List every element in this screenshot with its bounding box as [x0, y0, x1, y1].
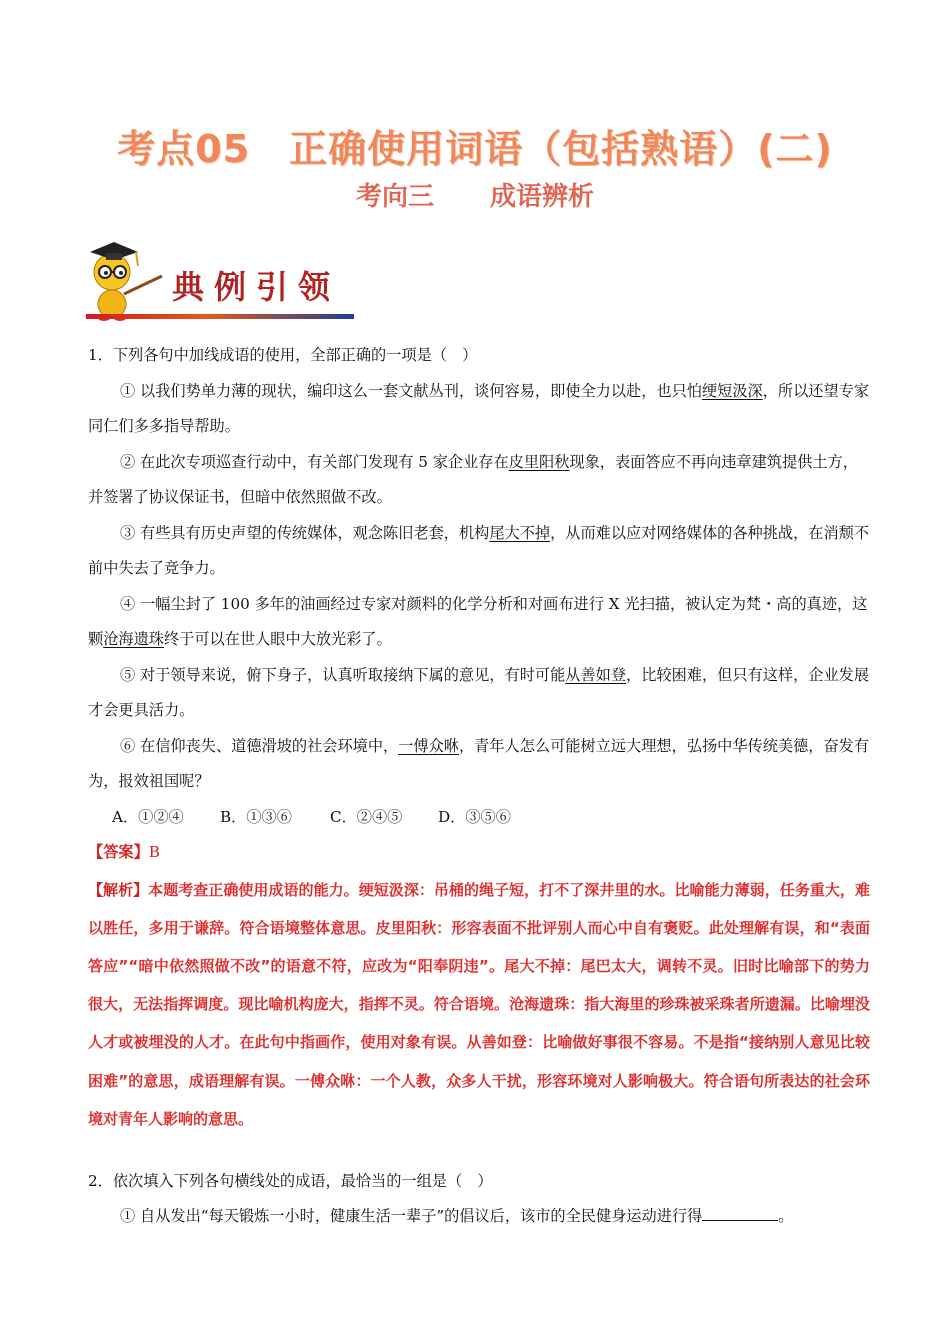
- q1-answer: [88, 835, 870, 871]
- q1-sentence-2: ② 在此次专项巡查行动中，有关部门发现有 5 家企业存在皮里阳秋现象，表面答应不再向违章建筑提供土方，并签署了协议保证书，但暗中依然照做不改。: [88, 452, 858, 506]
- subtitle-direction: 考向三: [355, 182, 434, 212]
- fill-blank: [702, 1202, 778, 1221]
- q1-sentence-6: ⑥ 在信仰丧失、道德滑坡的社会环境中，一傅众咻，青年人怎么可能树立远大理想，弘扬中华传统美德，奋发有为，报效祖国呢？: [88, 736, 870, 790]
- banner-underline: [86, 314, 354, 319]
- page-subtitle: [0, 176, 950, 213]
- underlined-idiom: 皮里阳秋: [508, 452, 570, 471]
- analysis-text: 本题考查正确使用成语的能力。绠短汲深：吊桶的绳子短，打不了深井里的水。比喻能力薄弱，任务重大，难以胜任，多用于谦辞。符合语境整体意思。皮里阳秋：形容表面不批评别人而心中自有褒贬。此处理解有误，和“表面答应”“暗中依然照做不改”的语意不符，应改为“阳奉阴违”。尾大不掉：尾巴太大，调转不灵。旧时比喻部下的势力很大，无法指挥调度。现比喻机构庞大，指挥不灵。符合语境。沧海遗珠：指大海里的珍珠被采珠者所遗漏。比喻埋没人才或被埋没的人才。在此句中指画作，使用对象有误。从善如登：比喻做好事很不容易。不是指“接纳别人意见比较困难”的意思，成语理解有误。一傅众咻：一个人教，众多人干扰，形容环境对人影响极大。符合语句所表达的社会环境对青年人影响的意思。: [88, 880, 870, 1128]
- underlined-idiom: 一傅众咻: [398, 736, 459, 755]
- subtitle-topic: 成语辨析: [490, 182, 595, 212]
- option-b: B．①③⑥: [220, 807, 292, 826]
- q1-options: [88, 800, 870, 836]
- underlined-idiom: 绠短汲深: [701, 381, 763, 400]
- q1-sentence-3: ③ 有些具有历史声望的传统媒体，观念陈旧老套，机构尾大不掉，从而难以应对网络媒体的各种挑战，在消颓不前中失去了竞争力。: [88, 523, 870, 577]
- q1-sentence-5: ⑤ 对于领导来说，俯下身子，认真听取接纳下属的意见，有时可能从善如登，比较困难，但只有这样，企业发展才会更具活力。: [88, 665, 870, 719]
- q1-sentence-4: ④ 一幅尘封了 100 多年的油画经过专家对颜料的化学分析和对画布进行 X 光扫描，被认定为梵・高的真迹，这颗沧海遗珠终于可以在世人眼中大放光彩了。: [88, 594, 868, 648]
- q1-stem: 1．下列各句中加线成语的使用，全部正确的一项是（ ）: [88, 346, 478, 364]
- answer-label: 【答案】: [88, 843, 149, 861]
- analysis-label: 【解析】: [88, 880, 149, 899]
- option-a: A．①②④: [112, 807, 184, 826]
- q2-sentence-1: ① 自从发出“每天锻炼一小时，健康生活一辈子”的倡议后，该市的全民健身运动进行得 。: [88, 1199, 870, 1235]
- document-body: [88, 338, 870, 1235]
- option-c: C．②④⑤: [330, 807, 403, 826]
- option-d: D．③⑤⑥: [438, 807, 511, 826]
- answer-value: B: [148, 843, 160, 861]
- underlined-idiom: 尾大不掉: [489, 523, 551, 542]
- q2-stem: 2．依次填入下列各句横线处的成语，最恰当的一组是（ ）: [88, 1171, 493, 1190]
- q1-sentence-1: ① 以我们势单力薄的现状，编印这么一套文献丛刊，谈何容易，即使全力以赴，也只怕绠短汲深，所以还望专家同仁们多多指导帮助。: [88, 381, 870, 435]
- banner-label: 典例引领: [172, 268, 341, 306]
- q1-analysis: [88, 871, 870, 1138]
- underlined-idiom: 从善如登: [565, 665, 627, 684]
- underlined-idiom: 沧海遗珠: [103, 630, 164, 648]
- page-title: 考点05 正确使用词语（包括熟语）(二): [117, 127, 833, 171]
